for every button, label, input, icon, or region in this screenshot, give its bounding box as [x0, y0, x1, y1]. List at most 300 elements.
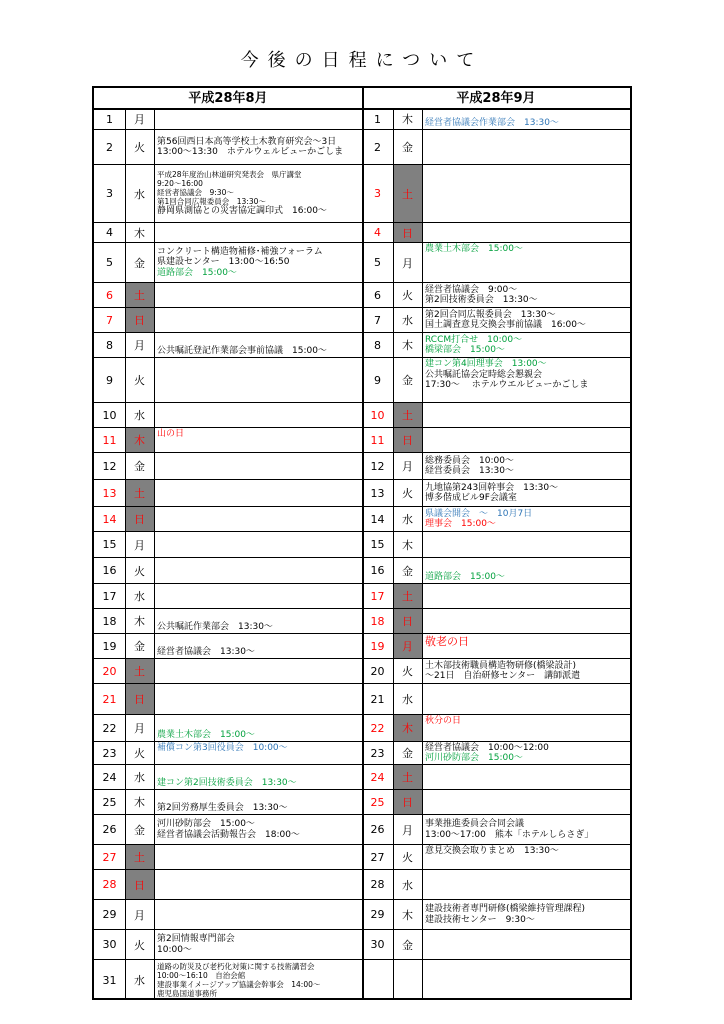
day-row — [362, 930, 630, 960]
page-title: 今後の日程について — [240, 50, 484, 71]
day-row — [362, 558, 630, 584]
event-list — [157, 428, 360, 452]
event-line: 土木部技術職員構造物研修(橋梁設計) — [425, 660, 577, 671]
day-row — [94, 870, 362, 900]
day-number: 13 — [370, 486, 385, 500]
event-line: 経営委員会 13:30～ — [425, 466, 514, 476]
weekday: 金 — [402, 374, 413, 387]
weekday: 土 — [125, 283, 154, 307]
day-number: 17 — [102, 589, 117, 603]
event-list — [425, 130, 628, 164]
event-line: 経営者協議会活動報告会 18:00～ — [157, 829, 300, 840]
day-number: 24 — [102, 770, 117, 784]
event-line: 意見交換会取りまとめ 13:30～ — [425, 846, 559, 856]
event-list — [425, 333, 628, 357]
day-row — [362, 453, 630, 480]
event-list — [425, 930, 628, 959]
day-number: 26 — [102, 823, 117, 836]
weekday: 火 — [134, 747, 145, 760]
weekday: 木 — [134, 796, 145, 809]
day-row — [362, 742, 630, 765]
day-row — [94, 428, 362, 453]
event-line: 鹿児島国道事務所 — [157, 989, 217, 998]
day-number: 14 — [102, 512, 117, 526]
day-number: 21 — [370, 692, 385, 706]
day-number: 28 — [102, 878, 117, 891]
event-line: 県建設センター 13:00～16:50 — [157, 257, 290, 268]
event-line: 事業推進委員会合同会議 — [425, 819, 525, 829]
event-list — [157, 403, 360, 427]
day-row — [362, 634, 630, 659]
event-list — [157, 453, 360, 479]
event-list — [425, 765, 628, 789]
event-line: 13:00～17:00 熊本「ホテルしらさぎ」 — [425, 829, 594, 840]
event-list — [425, 428, 628, 452]
day-row — [94, 403, 362, 428]
day-number: 14 — [370, 512, 385, 526]
day-row — [94, 845, 362, 870]
day-row — [94, 609, 362, 634]
day-row — [94, 358, 362, 403]
day-number: 8 — [374, 338, 381, 352]
event-list — [157, 634, 360, 658]
event-line: 博多偕成ビル9F会議室 — [425, 493, 517, 503]
event-line: 17:30～ ホテルウエルビューかごしま — [425, 380, 589, 390]
event-line: 静岡県測協との災害協定調印式 16:00～ — [157, 206, 327, 216]
event-line: 建設技術者専門研修(橋梁維持管理課程) — [425, 904, 586, 914]
event-line: 公共嘱託協会定時総会懇親会 — [425, 369, 543, 380]
weekday: 日 — [393, 428, 422, 452]
weekday: 月 — [393, 634, 422, 658]
weekday: 月 — [134, 538, 145, 552]
day-number: 4 — [106, 226, 113, 239]
day-row — [94, 480, 362, 507]
weekday: 日 — [393, 609, 422, 633]
day-row — [362, 815, 630, 845]
event-list — [425, 634, 628, 658]
event-line: 経営者協議会 9:30～ — [157, 188, 234, 197]
day-row — [94, 659, 362, 684]
day-row — [94, 558, 362, 584]
event-list — [157, 243, 360, 282]
event-line: 経営者協議会 10:00～12:00 — [425, 742, 549, 753]
day-row — [362, 333, 630, 358]
day-row — [362, 243, 630, 283]
day-number: 23 — [102, 746, 117, 760]
day-number: 6 — [374, 288, 381, 302]
day-row — [362, 790, 630, 815]
event-list — [157, 742, 360, 764]
event-line: 山の日 — [157, 429, 185, 439]
weekday: 土 — [125, 845, 154, 869]
weekday: 土 — [125, 480, 154, 506]
day-number: 30 — [370, 938, 385, 951]
day-number: 26 — [370, 823, 385, 836]
event-list — [157, 960, 360, 1000]
day-row — [94, 223, 362, 243]
day-number: 9 — [106, 373, 113, 387]
event-list — [157, 765, 360, 789]
event-list — [425, 684, 628, 714]
day-number: 25 — [102, 795, 117, 809]
day-row — [362, 584, 630, 609]
day-number: 27 — [370, 850, 385, 864]
day-number: 19 — [370, 639, 385, 653]
event-line: 国土調査意見交換会事前協議 16:00～ — [425, 320, 586, 330]
event-list — [157, 223, 360, 242]
event-list — [157, 870, 360, 899]
day-number: 12 — [370, 459, 385, 473]
day-number: 1 — [374, 112, 381, 126]
weekday: 水 — [134, 974, 145, 987]
event-list — [157, 790, 360, 814]
day-row — [362, 715, 630, 742]
event-line: 農業土木部会 15:00～ — [157, 729, 255, 740]
day-number: 21 — [102, 692, 117, 706]
weekday: 土 — [393, 403, 422, 427]
day-number: 7 — [106, 313, 113, 327]
day-row — [94, 900, 362, 930]
event-list — [425, 308, 628, 332]
day-number: 19 — [102, 639, 117, 653]
event-line: 補償コン第3回役員会 10:00～ — [157, 743, 288, 753]
weekday: 木 — [402, 538, 413, 552]
day-number: 2 — [106, 140, 113, 154]
day-row — [362, 358, 630, 403]
weekday: 水 — [134, 771, 145, 784]
weekday: 月 — [402, 460, 413, 473]
event-list — [425, 790, 628, 814]
event-line: 第1回合同広報委員会 13:30～ — [157, 197, 266, 206]
day-number: 20 — [370, 664, 385, 678]
day-number: 29 — [370, 908, 385, 921]
event-list — [157, 659, 360, 683]
day-row — [362, 403, 630, 428]
day-row — [362, 532, 630, 558]
event-list — [425, 584, 628, 608]
weekday: 月 — [134, 908, 145, 922]
weekday: 水 — [402, 693, 413, 706]
day-number: 3 — [106, 187, 113, 200]
event-line: 河川砂防部会 15:00～ — [157, 819, 255, 829]
day-number: 16 — [370, 564, 385, 577]
day-row — [94, 109, 362, 130]
weekday: 木 — [134, 226, 145, 240]
event-line: 第56回西日本高等学校土木教育研究会～3日 — [157, 136, 337, 147]
event-list — [157, 283, 360, 307]
event-list — [425, 715, 628, 741]
day-number: 30 — [102, 938, 117, 951]
event-list — [425, 870, 628, 899]
weekday: 土 — [125, 659, 154, 683]
event-line: 第2回技術委員会 13:30～ — [425, 295, 538, 305]
day-number: 16 — [102, 564, 117, 577]
day-row — [362, 480, 630, 507]
day-number: 27 — [102, 850, 117, 864]
weekday: 木 — [393, 715, 422, 741]
event-line: 平成28年度治山林道研究発表会 県庁講堂 — [157, 170, 302, 179]
weekday: 水 — [402, 878, 413, 892]
day-number: 11 — [102, 433, 117, 447]
day-row — [94, 333, 362, 358]
day-number: 11 — [370, 433, 385, 447]
day-row — [362, 308, 630, 333]
day-row — [94, 765, 362, 790]
event-list — [425, 403, 628, 427]
day-row — [362, 223, 630, 243]
event-line: 第2回情報専門部会 — [157, 934, 235, 944]
weekday: 金 — [402, 938, 413, 952]
day-number: 23 — [370, 746, 385, 760]
weekday: 日 — [393, 790, 422, 814]
day-row — [94, 742, 362, 765]
event-line: コンクリート構造物補修･補強フォーラム — [157, 246, 323, 257]
event-list — [425, 815, 628, 844]
weekday: 火 — [402, 289, 413, 302]
weekday: 月 — [134, 113, 145, 126]
day-number: 15 — [370, 538, 385, 551]
day-number: 5 — [374, 256, 381, 269]
weekday: 水 — [402, 513, 413, 526]
weekday: 金 — [402, 564, 413, 578]
event-line: 農業土木部会 15:00～ — [425, 244, 523, 254]
event-list — [157, 308, 360, 332]
event-line: 公共嘱託登記作業部会事前協議 15:00～ — [157, 345, 327, 356]
day-row — [362, 130, 630, 165]
day-row — [94, 532, 362, 558]
weekday: 日 — [125, 870, 154, 899]
day-row — [362, 659, 630, 684]
event-line: 総務委員会 10:00～ — [425, 455, 514, 466]
event-line: 道路部会 15:00～ — [157, 267, 237, 278]
day-row — [94, 243, 362, 283]
day-number: 18 — [370, 614, 385, 628]
event-list — [425, 659, 628, 683]
weekday: 木 — [402, 908, 413, 922]
weekday: 土 — [393, 765, 422, 789]
weekday: 水 — [134, 187, 145, 201]
event-line: 橋梁部会 15:00～ — [425, 345, 505, 355]
schedule-table — [92, 86, 632, 1000]
august-header: 平成28年8月 — [94, 88, 362, 110]
event-list — [157, 507, 360, 531]
event-list — [157, 480, 360, 506]
event-list — [425, 532, 628, 557]
event-line: 経営者協議会作業部会 13:30～ — [425, 117, 559, 128]
weekday: 月 — [402, 823, 413, 837]
weekday: 月 — [134, 722, 145, 735]
event-list — [157, 609, 360, 633]
weekday: 火 — [402, 665, 413, 678]
event-list — [425, 900, 628, 929]
day-row — [362, 845, 630, 870]
event-list — [425, 480, 628, 506]
event-list — [157, 358, 360, 402]
event-line: 道路部会 15:00～ — [425, 571, 505, 582]
event-list — [425, 453, 628, 479]
day-number: 15 — [102, 538, 117, 551]
day-number: 24 — [370, 770, 385, 784]
day-number: 13 — [102, 486, 117, 500]
day-number: 17 — [370, 589, 385, 603]
day-number: 20 — [102, 664, 117, 678]
weekday: 木 — [402, 339, 413, 352]
event-list — [157, 715, 360, 741]
event-line: 経営者協議会 13:30～ — [157, 646, 255, 657]
event-list — [157, 845, 360, 869]
weekday: 土 — [393, 584, 422, 608]
weekday: 月 — [134, 339, 145, 352]
event-list — [425, 742, 628, 764]
day-number: 1 — [106, 112, 113, 126]
event-line: 県議会開会 ～ 10月7日 — [425, 508, 533, 519]
event-list — [425, 243, 628, 282]
day-number: 10 — [370, 408, 385, 422]
day-row — [94, 308, 362, 333]
event-list — [425, 845, 628, 869]
event-line: 13:00～13:30 ホテルウェルビューかごしま — [157, 147, 344, 157]
day-row — [362, 684, 630, 715]
day-number: 18 — [102, 614, 117, 628]
weekday: 日 — [125, 308, 154, 332]
day-number: 22 — [370, 721, 385, 735]
weekday: 金 — [134, 640, 145, 653]
event-list — [157, 584, 360, 608]
day-number: 7 — [374, 313, 381, 327]
september-header: 平成28年9月 — [362, 88, 630, 110]
event-line: 秋分の日 — [425, 716, 462, 726]
weekday: 金 — [134, 823, 145, 837]
day-number: 5 — [106, 256, 113, 269]
event-line: 建コン第4回理事会 13:00～ — [425, 359, 547, 369]
weekday: 月 — [402, 256, 413, 270]
event-list — [157, 532, 360, 557]
weekday: 木 — [134, 615, 145, 628]
weekday: 日 — [393, 223, 422, 242]
event-list — [157, 815, 360, 844]
event-line: 建設技術センター 9:30～ — [425, 914, 535, 925]
event-list — [157, 930, 360, 959]
event-list — [425, 609, 628, 633]
day-number: 4 — [374, 226, 381, 239]
day-row — [362, 109, 630, 130]
weekday: 水 — [402, 314, 413, 327]
day-row — [94, 165, 362, 223]
event-list — [157, 900, 360, 929]
day-number: 12 — [102, 459, 117, 473]
day-row — [362, 428, 630, 453]
weekday: 木 — [125, 428, 154, 452]
event-list — [425, 283, 628, 307]
weekday: 火 — [134, 938, 145, 952]
weekday: 火 — [134, 564, 145, 578]
day-number: 8 — [106, 338, 113, 352]
event-line: 九地協第243回幹事会 13:30～ — [425, 482, 559, 493]
weekday: 火 — [402, 487, 413, 500]
day-row — [362, 609, 630, 634]
day-number: 2 — [374, 140, 381, 154]
event-line: 建設事業イメージアップ協議会幹事会 14:00～ — [157, 980, 321, 989]
event-list — [425, 558, 628, 583]
day-row — [94, 790, 362, 815]
event-line: 道路の防災及び老朽化対策に関する技術講習会 — [157, 962, 315, 971]
day-number: 25 — [370, 795, 385, 809]
event-line: 理事会 15:00～ — [425, 519, 496, 529]
sep-weekday-divider — [422, 108, 423, 998]
day-row — [94, 715, 362, 742]
day-row — [94, 283, 362, 308]
weekday: 金 — [134, 256, 145, 270]
day-row — [362, 283, 630, 308]
day-row — [94, 453, 362, 480]
weekday: 火 — [134, 374, 145, 387]
day-row — [94, 130, 362, 165]
day-number: 29 — [102, 908, 117, 921]
day-number: 9 — [374, 373, 381, 387]
event-line: 第2回労務厚生委員会 13:30～ — [157, 802, 288, 813]
event-line: 9:20～16:00 — [157, 179, 203, 188]
event-line: ～21日 自治研修センター 講師派遣 — [425, 671, 581, 681]
event-line: 建コン第2回技術委員会 13:30～ — [157, 777, 297, 788]
day-number: 28 — [370, 878, 385, 891]
event-list — [157, 130, 360, 164]
event-list — [157, 333, 360, 357]
weekday: 火 — [134, 141, 145, 154]
day-row — [362, 165, 630, 223]
weekday: 金 — [134, 460, 145, 473]
day-row — [362, 870, 630, 900]
event-list — [425, 223, 628, 242]
day-number: 22 — [102, 721, 117, 735]
aug-day-divider — [125, 108, 126, 998]
day-row — [94, 960, 362, 1000]
event-list — [425, 358, 628, 402]
aug-weekday-divider — [154, 108, 155, 998]
event-list — [157, 684, 360, 714]
day-row — [362, 507, 630, 532]
event-line: 経営者協議会 9:00～ — [425, 284, 518, 295]
weekday: 金 — [402, 141, 413, 154]
weekday: 水 — [134, 590, 145, 603]
day-number: 3 — [374, 187, 381, 200]
event-line: 10:00～ — [157, 944, 192, 955]
weekday: 水 — [134, 409, 145, 422]
event-line: 10:00～16:10 自治会館 — [157, 971, 246, 980]
weekday: 金 — [402, 747, 413, 760]
weekday: 木 — [402, 113, 413, 126]
event-line: 公共嘱託作業部会 13:30～ — [157, 621, 273, 632]
event-line: 敬老の日 — [425, 635, 469, 648]
day-row — [94, 930, 362, 960]
day-number: 31 — [102, 973, 117, 987]
day-number: 10 — [102, 408, 117, 422]
event-list — [425, 109, 628, 129]
weekday: 日 — [125, 684, 154, 714]
event-list — [157, 165, 360, 222]
day-row — [362, 900, 630, 930]
event-list — [157, 558, 360, 583]
event-line: RCCM打合せ 10:00～ — [425, 334, 523, 345]
day-row — [94, 634, 362, 659]
sep-day-divider — [393, 108, 394, 998]
weekday: 火 — [402, 851, 413, 864]
event-line: 河川砂防部会 15:00～ — [425, 753, 523, 763]
day-row — [362, 765, 630, 790]
day-row — [94, 684, 362, 715]
day-row — [94, 507, 362, 532]
weekday: 日 — [125, 507, 154, 531]
day-row — [94, 815, 362, 845]
